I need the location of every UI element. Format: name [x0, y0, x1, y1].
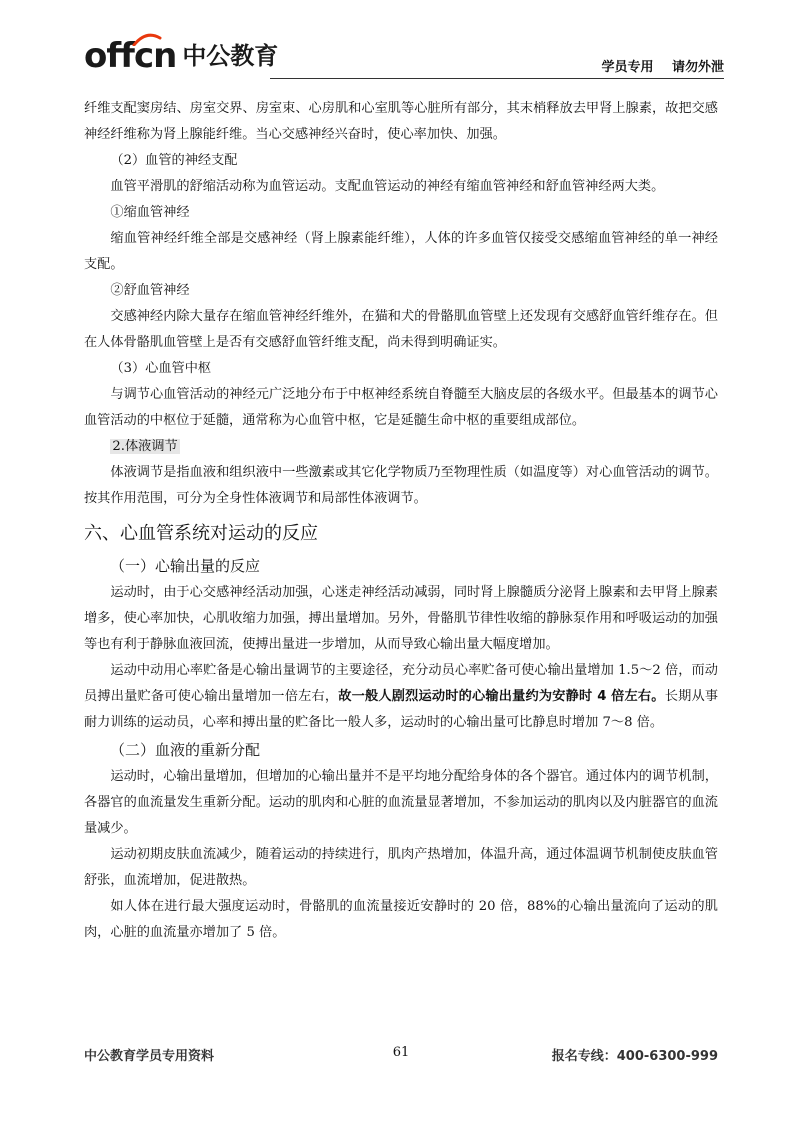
paragraph: 运动初期皮肤血流减少，随着运动的持续进行，肌肉产热增加，体温升高，通过体温调节机制使皮肤血管舒张，血流增加，促进散热。	[84, 847, 718, 888]
paragraph: 缩血管神经纤维全部是交感神经（肾上腺素能纤维），人体的许多血管仅接受交感缩血管神经的单一神经支配。	[84, 231, 718, 272]
emphasized-text: 故一般人剧烈运动时的心输出量约为安静时 4 倍左右。	[338, 689, 665, 704]
subsection-title: （2）血管的神经支配	[110, 153, 238, 168]
subsection-title: ②舒血管神经	[110, 283, 190, 298]
header-rule	[270, 78, 724, 79]
paragraph: 血管平滑肌的舒缩活动称为血管运动。支配血管运动的神经有缩血管神经和舒血管神经两大类。	[110, 179, 665, 194]
logo-chinese-name: 中公教育	[182, 42, 279, 70]
header-tags	[601, 56, 724, 75]
subsection-heading: （二）血液的重新分配	[110, 741, 261, 759]
footer-hotline: 报名专线：400-6300-999	[551, 1049, 718, 1064]
document-body	[84, 96, 718, 946]
subsection-title: ①缩血管神经	[110, 205, 190, 220]
footer-source: 中公教育学员专用资料	[84, 1049, 215, 1064]
page-number: 61	[392, 1045, 410, 1060]
header-tag-confidential: 请勿外泄	[671, 60, 724, 75]
page-footer	[84, 1045, 718, 1069]
paragraph	[84, 658, 718, 736]
brand-logo	[84, 36, 278, 76]
section-heading: 六、心血管系统对运动的反应	[84, 523, 318, 544]
paragraph: 交感神经内除大量存在缩血管神经纤维外，在猫和犬的骨骼肌血管壁上还发现有交感舒血管纤维存在。但在人体骨骼肌血管壁上是否有交感舒血管纤维支配，尚未得到明确证实。	[84, 309, 718, 350]
paragraph: 与调节心血管活动的神经元广泛地分布于中枢神经系统自脊髓至大脑皮层的各级水平。但最基本的调节心血管活动的中枢位于延髓，通常称为心血管中枢，它是延髓生命中枢的重要组成部位。	[84, 387, 718, 428]
paragraph: 如人体在进行最大强度运动时，骨骼肌的血流量接近安静时的 20 倍，88%的心输出量流向了运动的肌肉，心脏的血流量亦增加了 5 倍。	[84, 899, 718, 940]
subsection-title: （3）心血管中枢	[110, 361, 212, 376]
logo-wordmark: offcn	[84, 36, 177, 76]
paragraph-text: 长期从事耐力训练的运动员，心率和搏出量的贮备比一般人多，运动时的心输出量可比静息时增加 7～8 倍。	[84, 689, 719, 730]
header-tag-students-only: 学员专用	[601, 60, 654, 75]
subsection-heading: （一）心输出量的反应	[110, 557, 261, 575]
paragraph: 纤维支配窦房结、房室交界、房室束、心房肌和心室肌等心脏所有部分，其末梢释放去甲肾上腺素，故把交感神经纤维称为肾上腺能纤维。当心交感神经兴奋时，使心率加快、加强。	[84, 101, 718, 142]
paragraph: 运动时，心输出量增加，但增加的心输出量并不是平均地分配给身体的各个器官。通过体内的调节机制，各器官的血流量发生重新分配。运动的肌肉和心脏的血流量显著增加，不参加运动的肌肉以及内脏器官的血流量减少。	[84, 769, 718, 836]
highlighted-title: 2.体液调节	[112, 439, 178, 454]
subsection-title	[84, 434, 718, 460]
paragraph-text: 运动中动用心率贮备是心输出量调节的主要途径，充分动员心率贮备可使心输出量增加 1.5～2 倍，而动员搏出量贮备可使心输出量增加一倍左右，	[84, 663, 718, 704]
paragraph: 运动时，由于心交感神经活动加强，心迷走神经活动减弱，同时肾上腺髓质分泌肾上腺素和去甲肾上腺素增多，使心率加快，心肌收缩力加强，搏出量增加。另外，骨骼肌节律性收缩的静脉泵作用和呼吸运动的加强等也有利于静脉血液回流，使搏出量进一步增加，从而导致心输出量大幅度增加。	[84, 585, 718, 652]
logo-arc-icon	[132, 32, 162, 46]
paragraph: 体液调节是指血液和组织液中一些激素或其它化学物质乃至物理性质（如温度等）对心血管活动的调节。按其作用范围，可分为全身性体液调节和局部性体液调节。	[84, 465, 718, 506]
page-header	[84, 34, 724, 84]
